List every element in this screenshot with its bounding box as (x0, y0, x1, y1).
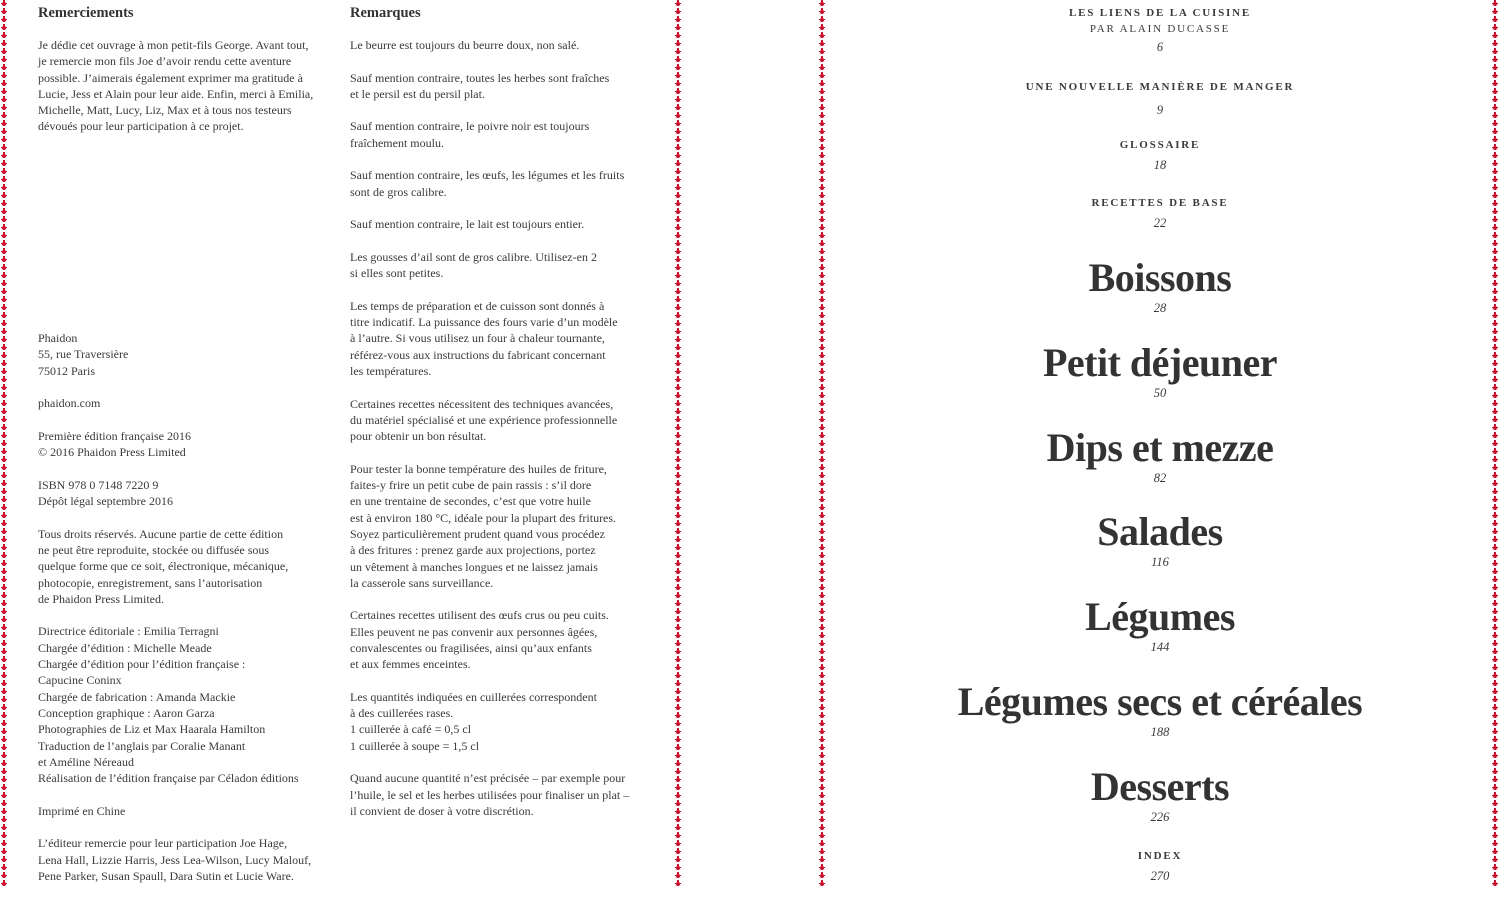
notes-title: Remarques (350, 5, 421, 21)
credits: Directrice éditoriale : Emilia Terragni Chargée d’édition : Michelle Meade Chargée d’édition pour l’édition française : Capucine Coninx Chargée de fabrication : Amanda Mackie Conception graphique : Aaron Garza Photographies de Liz et Max Haarala Hamilton Traduction de l’anglais par Coralie Manant et Améline Néreaud Réalisation de l’édition française par Céladon éditions (38, 624, 299, 786)
publisher-thanks: L’éditeur remercie pour leur participation Joe Hage, Lena Hall, Lizzie Harris, Jess Lea-Wilson, Lucy Malouf, Pene Parker, Susan Spaull, Dara Sutin et Lucie Ware. (38, 836, 312, 883)
note-item: Certaines recettes utilisent des œufs crus ou peu cuits. Elles peuvent ne pas convenir aux personnes âgées, convalescentes ou fragilisées, ainsi qu’aux enfants et aux femmes enceintes. (350, 608, 609, 672)
acknowledgements-title: Remerciements (38, 5, 134, 21)
toc-chapter-title: Légumes secs et céréales (957, 679, 1363, 724)
toc-chapter[interactable] (860, 426, 1460, 486)
toc-chapter-title: Salades (1097, 509, 1223, 554)
toc-entry-title: RECETTES DE BASE (1091, 197, 1229, 209)
toc-entry-page: 270 (1150, 869, 1170, 883)
note-item: Les quantités indiquées en cuillerées correspondent à des cuillerées rases. 1 cuillerée à café = 0,5 cl 1 cuillerée à soupe = 1,5 cl (350, 689, 597, 753)
toc-entry-index[interactable] (860, 848, 1460, 884)
toc-chapter-page: 50 (1153, 386, 1167, 400)
toc-chapter[interactable] (860, 765, 1460, 825)
toc-entry-page: 18 (1153, 158, 1167, 172)
publisher-address: Phaidon 55, rue Traversière 75012 Paris (38, 331, 129, 378)
toc-chapter[interactable] (860, 341, 1460, 401)
toc-chapter[interactable] (860, 256, 1460, 316)
toc-chapter-page: 116 (1151, 555, 1169, 569)
center-right-star-border (818, 0, 826, 886)
toc-entry-title: UNE NOUVELLE MANIÈRE DE MANGER (1025, 81, 1295, 93)
toc-entry-page: 9 (1156, 103, 1164, 117)
left-star-border (0, 0, 8, 886)
toc-chapter[interactable] (860, 510, 1460, 570)
center-left-star-border (674, 0, 682, 886)
acknowledgements-text: Je dédie cet ouvrage à mon petit-fils George. Avant tout, je remercie mon fils Joe d’avoir rendu cette aventure possible. J’aimerais également exprimer ma gratitude à Lucie, Jess et Alain pour leur aide. Enfin, merci à Emilia, Michelle, Matt, Lucy, Liz, Max et à tous nos testeurs dévoués pour leur participation à ce projet. (38, 38, 314, 134)
publisher-website: phaidon.com (38, 396, 101, 411)
toc-entry-page: 22 (1153, 216, 1167, 230)
printed-in: Imprimé en Chine (38, 803, 126, 818)
note-item: Sauf mention contraire, les œufs, les légumes et les fruits sont de gros calibre. (350, 168, 625, 199)
note-item: Le beurre est toujours du beurre doux, non salé. (350, 38, 580, 52)
note-item: Sauf mention contraire, toutes les herbes sont fraîches et le persil est du persil plat. (350, 70, 610, 101)
toc-chapter-page: 28 (1153, 301, 1167, 315)
toc-entry-title: INDEX (1137, 850, 1183, 862)
note-item: Les temps de préparation et de cuisson sont donnés à titre indicatif. La puissance des fours varie d’un modèle à l’autre. Si vous utilisez un four à chaleur tournante, référez-vous aux instructions du fabricant concernant les températures. (350, 298, 618, 378)
toc-chapter-page: 144 (1150, 640, 1170, 654)
note-item: Certaines recettes nécessitent des techniques avancées, du matériel spécialisé et une expérience professionnelle pour obtenir un bon résultat. (350, 396, 618, 444)
isbn-info: ISBN 978 0 7148 7220 9 Dépôt légal septembre 2016 (38, 477, 173, 509)
toc-chapter-title: Boissons (1088, 255, 1232, 300)
note-item: Les gousses d’ail sont de gros calibre. Utilisez-en 2 si elles sont petites. (350, 249, 597, 281)
spacer (38, 151, 328, 330)
edition-info: Première édition française 2016 © 2016 Phaidon Press Limited (38, 428, 191, 460)
toc-entry-title: GLOSSAIRE (1119, 139, 1201, 151)
toc-chapter-page: 82 (1153, 471, 1167, 485)
toc-entry[interactable] (860, 79, 1460, 118)
toc-chapter-title: Dips et mezze (1046, 425, 1274, 470)
toc-entry[interactable] (860, 195, 1460, 231)
colophon-column (38, 0, 328, 900)
toc-entry[interactable] (860, 137, 1460, 173)
toc-chapter-page: 226 (1150, 810, 1170, 824)
note-item: Sauf mention contraire, le lait est toujours entier. (350, 217, 585, 232)
toc-chapter[interactable] (860, 680, 1460, 740)
note-item: Pour tester la bonne température des huiles de friture, faites-y frire un petit cube de pain rassis : s’il dore en une trentaine de secondes, c’est que votre huile est à environ 180 °C, idéale pour la plupart des fritures. Soyez particulièrement prudent quand vous procédez à des fritures : prenez garde aux projections, portez un vêtement à manches longues et ne laissez jamais la casserole sans surveillance. (350, 461, 617, 590)
toc-chapter-title: Petit déjeuner (1042, 340, 1277, 385)
toc-chapter-title: Desserts (1090, 764, 1230, 809)
note-item: Quand aucune quantité n’est précisée – par exemple pour l’huile, le sel et les herbes utilisées pour finaliser un plat – il convient de doser à votre discrétion. (350, 771, 630, 818)
notes-column (350, 0, 650, 836)
toc-entry-page: 6 (1156, 40, 1164, 54)
note-item: Sauf mention contraire, le poivre noir est toujours fraîchement moulu. (350, 119, 590, 150)
rights-notice: Tous droits réservés. Aucune partie de cette édition ne peut être reproduite, stockée ou diffusée sous quelque forme que ce soit, électronique, mécanique, photocopie, enregistrement, sans l’autorisation de Phaidon Press Limited. (38, 526, 289, 606)
toc-entry-intro[interactable] (860, 5, 1460, 55)
toc-entry-subtitle: PAR ALAIN DUCASSE (1089, 23, 1231, 35)
toc-chapter-title: Légumes (1085, 594, 1235, 639)
right-star-border (1491, 0, 1499, 886)
toc-chapter[interactable] (860, 595, 1460, 655)
toc-chapter-page: 188 (1150, 725, 1170, 739)
toc-entry-title: LES LIENS DE LA CUISINE (1068, 7, 1251, 19)
